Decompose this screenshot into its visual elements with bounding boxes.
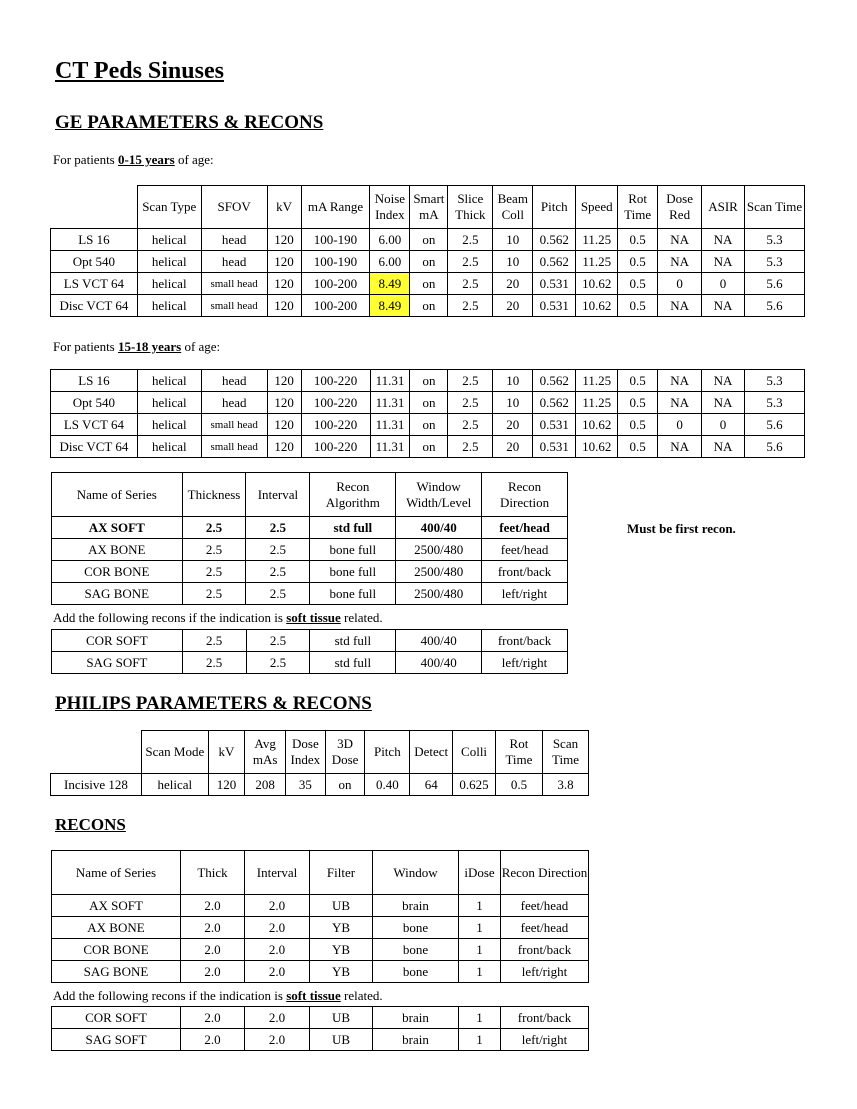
first-recon-note: Must be first recon.	[627, 521, 736, 536]
table-row	[52, 961, 589, 983]
header-row	[51, 731, 589, 774]
table-cell: COR SOFT	[52, 630, 183, 652]
column-header: Scan Time	[745, 186, 805, 229]
column-header: Scan Type	[137, 186, 201, 229]
philips-recons-heading: RECONS	[55, 815, 126, 834]
column-header: Pitch	[533, 186, 576, 229]
table-cell: 120	[267, 414, 301, 436]
table-cell: 2.0	[181, 895, 245, 917]
ge-params-table-15-18	[50, 369, 805, 458]
table-cell: 2.5	[182, 630, 246, 652]
table-cell: 100-200	[301, 295, 370, 317]
table-cell: NA	[658, 392, 702, 414]
table-cell: LS VCT 64	[51, 414, 138, 436]
table-cell: on	[410, 392, 448, 414]
column-header: Colli	[453, 731, 496, 774]
table-cell: helical	[137, 251, 201, 273]
table-cell: std full	[310, 517, 396, 539]
table-cell: 1	[459, 939, 501, 961]
table-row	[51, 251, 805, 273]
table-cell: helical	[137, 273, 201, 295]
table-cell: 5.3	[745, 251, 805, 273]
column-header: Recon Direction	[482, 473, 568, 517]
table-cell: 0.531	[533, 436, 576, 458]
table-cell: 100-220	[301, 370, 370, 392]
table-cell: on	[410, 436, 448, 458]
table-cell: std full	[310, 652, 396, 674]
table-cell: helical	[137, 392, 201, 414]
table-cell: on	[410, 414, 448, 436]
table-cell: 208	[245, 774, 286, 796]
table-cell: 1	[459, 1029, 501, 1051]
column-header: Thickness	[182, 473, 246, 517]
column-header: Dose Index	[286, 731, 326, 774]
table-cell: 2.5	[246, 561, 310, 583]
ge-recon-table	[51, 472, 568, 605]
table-cell: brain	[373, 895, 459, 917]
column-header: Scan Mode	[141, 731, 208, 774]
table-cell: on	[410, 229, 448, 251]
table-cell: 2.0	[245, 1029, 310, 1051]
table-cell: 0	[658, 414, 702, 436]
table-cell: 2.0	[181, 961, 245, 983]
table-cell: front/back	[482, 630, 568, 652]
table-cell: 120	[267, 229, 301, 251]
table-cell: 120	[267, 370, 301, 392]
philips-soft-tissue-note: Add the following recons if the indication is soft tissue related.	[53, 988, 383, 1003]
table-cell: helical	[137, 414, 201, 436]
table-cell: 120	[267, 273, 301, 295]
table-cell: 11.31	[370, 436, 410, 458]
table-cell: left/right	[501, 961, 589, 983]
table-cell: 2.5	[448, 436, 493, 458]
table-row	[51, 370, 805, 392]
table-cell: LS 16	[51, 229, 138, 251]
table-cell: 11.25	[576, 370, 618, 392]
table-cell: 120	[208, 774, 245, 796]
table-cell: helical	[137, 295, 201, 317]
table-cell: helical	[141, 774, 208, 796]
table-cell: 2.5	[182, 517, 246, 539]
table-cell: 2.5	[448, 414, 493, 436]
table-cell: 2.5	[246, 630, 310, 652]
table-cell: bone full	[310, 561, 396, 583]
header-row	[52, 851, 589, 895]
table-cell: 2.5	[182, 583, 246, 605]
table-cell: feet/head	[501, 917, 589, 939]
table-row	[51, 774, 589, 796]
table-cell: 2.0	[245, 917, 310, 939]
column-header: Thick	[181, 851, 245, 895]
table-cell: on	[410, 295, 448, 317]
table-cell: LS 16	[51, 370, 138, 392]
table-cell: 2.5	[182, 561, 246, 583]
table-cell: 8.49	[370, 273, 410, 295]
column-header: Beam Coll	[493, 186, 533, 229]
table-cell: Disc VCT 64	[51, 295, 138, 317]
table-cell: 10.62	[576, 295, 618, 317]
table-cell: 2.5	[448, 251, 493, 273]
table-cell: feet/head	[482, 539, 568, 561]
table-cell: 100-190	[301, 251, 370, 273]
table-row	[52, 652, 568, 674]
table-cell: 5.6	[745, 414, 805, 436]
column-header: Scan Time	[542, 731, 588, 774]
table-cell: 3.8	[542, 774, 588, 796]
table-cell: 0.5	[618, 251, 658, 273]
table-cell: 11.31	[370, 414, 410, 436]
table-cell: brain	[373, 1029, 459, 1051]
column-header: Rot Time	[618, 186, 658, 229]
table-cell: SAG SOFT	[52, 652, 183, 674]
age-note-0-15: For patients 0-15 years of age:	[53, 152, 214, 167]
table-cell: 0.5	[618, 436, 658, 458]
ge-soft-recon-table	[51, 629, 568, 674]
table-row	[52, 583, 568, 605]
column-header: iDose	[459, 851, 501, 895]
table-cell: Opt 540	[51, 392, 138, 414]
table-cell: 5.6	[745, 295, 805, 317]
table-cell: 0.531	[533, 414, 576, 436]
table-cell: 2.0	[181, 1007, 245, 1029]
table-cell: 100-220	[301, 414, 370, 436]
table-cell: feet/head	[501, 895, 589, 917]
page-title: CT Peds Sinuses	[55, 58, 224, 84]
table-cell: 2.5	[448, 295, 493, 317]
table-cell: NA	[702, 392, 745, 414]
table-cell: 64	[410, 774, 453, 796]
table-cell: 100-190	[301, 229, 370, 251]
table-cell: 2.0	[181, 917, 245, 939]
table-cell: 20	[493, 273, 533, 295]
table-cell: 6.00	[370, 229, 410, 251]
philips-params-table	[50, 730, 589, 796]
table-cell: 2.0	[181, 1029, 245, 1051]
column-header: SFOV	[201, 186, 267, 229]
table-row	[51, 392, 805, 414]
table-cell: front/back	[501, 939, 589, 961]
table-cell: left/right	[501, 1029, 589, 1051]
table-cell: 20	[493, 414, 533, 436]
table-cell: 1	[459, 1007, 501, 1029]
table-cell: 0.5	[618, 392, 658, 414]
table-cell: 0.5	[618, 414, 658, 436]
column-header: 3D Dose	[325, 731, 365, 774]
table-cell: 10.62	[576, 273, 618, 295]
table-row	[52, 1029, 589, 1051]
table-cell: 120	[267, 295, 301, 317]
table-cell: 120	[267, 436, 301, 458]
table-cell: head	[201, 370, 267, 392]
table-row	[52, 517, 568, 539]
table-cell: front/back	[482, 561, 568, 583]
table-cell: 2.0	[181, 939, 245, 961]
table-cell: 11.31	[370, 370, 410, 392]
table-cell: 0.562	[533, 251, 576, 273]
table-cell: UB	[310, 1007, 373, 1029]
table-cell: 5.6	[745, 273, 805, 295]
table-cell: COR BONE	[52, 939, 181, 961]
blank-cell	[51, 731, 142, 774]
column-header: Interval	[246, 473, 310, 517]
table-cell: SAG BONE	[52, 583, 183, 605]
table-cell: NA	[658, 370, 702, 392]
table-cell: 0	[702, 273, 745, 295]
table-cell: YB	[310, 939, 373, 961]
table-row	[52, 917, 589, 939]
table-row	[52, 1007, 589, 1029]
column-header: ASIR	[702, 186, 745, 229]
table-cell: 2.5	[448, 370, 493, 392]
table-cell: 5.3	[745, 229, 805, 251]
table-cell: front/back	[501, 1007, 589, 1029]
age-note-15-18: For patients 15-18 years of age:	[53, 339, 221, 354]
header-row	[52, 473, 568, 517]
table-cell: 20	[493, 295, 533, 317]
table-cell: Disc VCT 64	[51, 436, 138, 458]
table-cell: 100-220	[301, 436, 370, 458]
table-cell: 5.3	[745, 392, 805, 414]
table-cell: small head	[201, 295, 267, 317]
table-cell: 0.5	[618, 295, 658, 317]
table-cell: 2500/480	[396, 561, 482, 583]
table-cell: 0.5	[495, 774, 542, 796]
column-header: Dose Red	[658, 186, 702, 229]
table-row	[52, 630, 568, 652]
table-cell: 11.25	[576, 392, 618, 414]
table-row	[51, 295, 805, 317]
column-header: Rot Time	[495, 731, 542, 774]
table-cell: 2.5	[182, 652, 246, 674]
table-cell: COR BONE	[52, 561, 183, 583]
table-cell: helical	[137, 436, 201, 458]
table-cell: NA	[658, 295, 702, 317]
table-cell: on	[325, 774, 365, 796]
table-cell: AX SOFT	[52, 895, 181, 917]
column-header: Name of Series	[52, 851, 181, 895]
table-cell: 2.0	[245, 961, 310, 983]
table-cell: 10.62	[576, 414, 618, 436]
column-header: Filter	[310, 851, 373, 895]
column-header: Noise Index	[370, 186, 410, 229]
table-cell: small head	[201, 273, 267, 295]
table-cell: 10	[493, 251, 533, 273]
table-cell: 11.31	[370, 392, 410, 414]
table-cell: 2.5	[448, 229, 493, 251]
table-cell: 1	[459, 961, 501, 983]
column-header: Pitch	[365, 731, 410, 774]
table-cell: 2500/480	[396, 583, 482, 605]
table-cell: helical	[137, 370, 201, 392]
table-cell: NA	[658, 436, 702, 458]
ge-heading: GE PARAMETERS & RECONS	[55, 112, 324, 133]
table-cell: on	[410, 273, 448, 295]
table-cell: 35	[286, 774, 326, 796]
table-cell: 2.5	[448, 392, 493, 414]
table-cell: NA	[658, 229, 702, 251]
table-cell: 2.0	[245, 895, 310, 917]
table-cell: std full	[310, 630, 396, 652]
table-row	[52, 539, 568, 561]
table-cell: 120	[267, 251, 301, 273]
table-row	[51, 414, 805, 436]
philips-soft-recon-table	[51, 1006, 589, 1051]
table-cell: AX BONE	[52, 917, 181, 939]
table-cell: AX BONE	[52, 539, 183, 561]
table-cell: bone	[373, 939, 459, 961]
table-cell: 0.625	[453, 774, 496, 796]
blank-cell	[51, 186, 138, 229]
ge-params-table-0-15	[50, 185, 805, 317]
table-cell: 5.3	[745, 370, 805, 392]
table-cell: 0	[658, 273, 702, 295]
table-cell: bone	[373, 961, 459, 983]
table-cell: 0.5	[618, 273, 658, 295]
table-cell: 400/40	[396, 652, 482, 674]
table-cell: 0.40	[365, 774, 410, 796]
table-cell: Opt 540	[51, 251, 138, 273]
table-cell: 2.0	[245, 1007, 310, 1029]
table-cell: small head	[201, 436, 267, 458]
table-cell: 2.5	[182, 539, 246, 561]
table-cell: on	[410, 370, 448, 392]
table-cell: small head	[201, 414, 267, 436]
table-cell: 0.5	[618, 370, 658, 392]
table-cell: 0.531	[533, 295, 576, 317]
philips-heading: PHILIPS PARAMETERS & RECONS	[55, 693, 372, 714]
table-cell: 0.562	[533, 370, 576, 392]
table-cell: 2.5	[448, 273, 493, 295]
table-cell: 400/40	[396, 630, 482, 652]
table-cell: 100-220	[301, 392, 370, 414]
table-cell: 0.5	[618, 229, 658, 251]
column-header: Speed	[576, 186, 618, 229]
philips-recon-table	[51, 850, 589, 983]
column-header: Window	[373, 851, 459, 895]
table-cell: bone full	[310, 583, 396, 605]
table-cell: NA	[702, 370, 745, 392]
table-cell: NA	[702, 229, 745, 251]
column-header: kV	[208, 731, 245, 774]
table-cell: 100-200	[301, 273, 370, 295]
table-cell: UB	[310, 895, 373, 917]
table-cell: NA	[702, 251, 745, 273]
table-cell: COR SOFT	[52, 1007, 181, 1029]
column-header: Interval	[245, 851, 310, 895]
table-cell: 11.25	[576, 251, 618, 273]
table-cell: 1	[459, 895, 501, 917]
table-cell: 8.49	[370, 295, 410, 317]
column-header: Slice Thick	[448, 186, 493, 229]
table-cell: bone full	[310, 539, 396, 561]
table-cell: 2.5	[246, 517, 310, 539]
table-cell: 10	[493, 370, 533, 392]
column-header: Avg mAs	[245, 731, 286, 774]
table-cell: 2.0	[245, 939, 310, 961]
table-cell: 2.5	[246, 652, 310, 674]
table-row	[52, 561, 568, 583]
table-cell: Incisive 128	[51, 774, 142, 796]
table-cell: 0.531	[533, 273, 576, 295]
table-cell: 10	[493, 229, 533, 251]
column-header: Detect	[410, 731, 453, 774]
table-cell: head	[201, 229, 267, 251]
column-header: Window Width/Level	[396, 473, 482, 517]
column-header: kV	[267, 186, 301, 229]
ge-soft-tissue-note: Add the following recons if the indication is soft tissue related.	[53, 610, 383, 625]
table-cell: left/right	[482, 652, 568, 674]
table-cell: NA	[702, 295, 745, 317]
table-row	[51, 436, 805, 458]
table-cell: 2.5	[246, 583, 310, 605]
table-cell: left/right	[482, 583, 568, 605]
table-cell: 0	[702, 414, 745, 436]
table-cell: LS VCT 64	[51, 273, 138, 295]
column-header: Smart mA	[410, 186, 448, 229]
table-cell: UB	[310, 1029, 373, 1051]
table-cell: YB	[310, 917, 373, 939]
table-cell: 11.25	[576, 229, 618, 251]
table-cell: 10	[493, 392, 533, 414]
table-cell: AX SOFT	[52, 517, 183, 539]
table-row	[51, 273, 805, 295]
table-cell: head	[201, 251, 267, 273]
table-cell: 0.562	[533, 392, 576, 414]
table-cell: 10.62	[576, 436, 618, 458]
table-cell: SAG BONE	[52, 961, 181, 983]
table-cell: SAG SOFT	[52, 1029, 181, 1051]
table-row	[52, 939, 589, 961]
table-cell: 0.562	[533, 229, 576, 251]
table-cell: 1	[459, 917, 501, 939]
table-cell: feet/head	[482, 517, 568, 539]
column-header: Name of Series	[52, 473, 183, 517]
header-row	[51, 186, 805, 229]
table-row	[51, 229, 805, 251]
table-row	[52, 895, 589, 917]
column-header: mA Range	[301, 186, 370, 229]
table-cell: 120	[267, 392, 301, 414]
table-cell: YB	[310, 961, 373, 983]
table-cell: 400/40	[396, 517, 482, 539]
table-cell: helical	[137, 229, 201, 251]
table-cell: head	[201, 392, 267, 414]
table-cell: 2500/480	[396, 539, 482, 561]
table-cell: NA	[702, 436, 745, 458]
table-cell: 20	[493, 436, 533, 458]
table-cell: bone	[373, 917, 459, 939]
table-cell: brain	[373, 1007, 459, 1029]
column-header: Recon Algorithm	[310, 473, 396, 517]
column-header: Recon Direction	[501, 851, 589, 895]
table-cell: on	[410, 251, 448, 273]
table-cell: 6.00	[370, 251, 410, 273]
table-cell: NA	[658, 251, 702, 273]
table-cell: 5.6	[745, 436, 805, 458]
table-cell: 2.5	[246, 539, 310, 561]
